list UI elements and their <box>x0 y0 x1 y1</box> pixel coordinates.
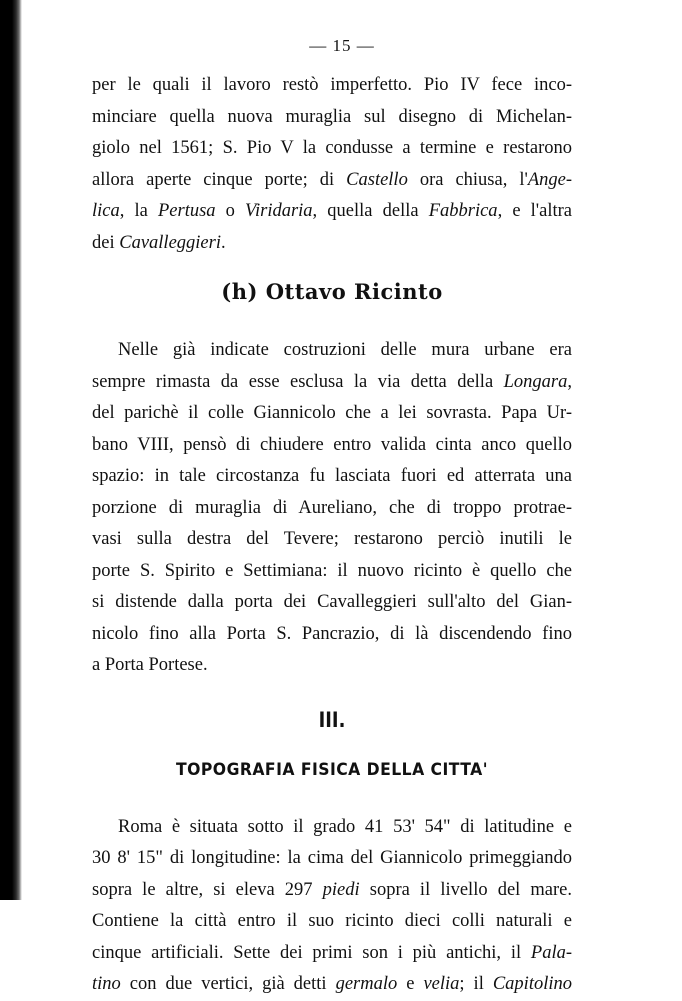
text-segment: sempre rimasta da esse esclusa la via detta della <box>92 371 504 392</box>
text-line <box>92 430 572 462</box>
text-segment: , la <box>119 201 158 221</box>
text-line <box>92 843 572 875</box>
section-title: TOPOGRAFIA FISICA DELLA CITTA' <box>176 759 488 780</box>
text-line <box>92 875 572 907</box>
text-segment: si distende dalla porta dei Cavalleggieri sull'alto del Gian- <box>92 592 572 612</box>
text-line <box>92 165 572 197</box>
italic-term: Viridaria <box>245 201 313 221</box>
text-segment: porzione di muraglia di Aureliano, che di troppo protrae- <box>92 497 572 518</box>
paragraph-ottavo-ricinto <box>92 335 572 682</box>
italic-term: germalo <box>335 974 398 994</box>
italic-term: tino <box>92 974 121 994</box>
text-segment: sopra le altre, si eleva 297 <box>92 879 323 900</box>
text-segment: e <box>397 974 424 994</box>
text-line <box>92 556 572 588</box>
text-line <box>92 938 572 970</box>
text-segment: nicolo fino alla Porta S. Pancrazio, di là discendendo fino <box>92 623 572 644</box>
text-segment: vasi sulla destra del Tevere; restarono perciò inutili le <box>92 529 572 549</box>
text-line <box>92 812 572 844</box>
page <box>92 36 572 1001</box>
subsection-heading: (h) Ottavo Ricinto <box>221 279 443 304</box>
text-segment: per le quali il lavoro restò imperfetto. Pio IV fece inco- <box>92 75 572 95</box>
italic-term: piedi <box>322 879 360 900</box>
text-line <box>92 102 572 134</box>
italic-term: Fabbrica <box>428 201 498 221</box>
book-spine-shadow <box>0 0 22 900</box>
page-number: — 15 — <box>309 36 375 55</box>
italic-term: Capitolino <box>492 974 572 994</box>
text-segment: , <box>567 371 572 392</box>
section-number: III. <box>318 707 346 732</box>
text-segment: . <box>220 232 226 253</box>
text-segment: Roma è situata sotto il grado 41 53' 54" di latitudine e <box>118 816 572 837</box>
text-segment: giolo nel 1561; S. Pio V la condusse a termine e restarono <box>92 138 572 158</box>
text-segment: 30 8' 15" di longitudine: la cima del Giannicolo primeggiando <box>92 848 572 868</box>
text-segment: a Porta Portese. <box>92 655 208 675</box>
italic-term: Pala- <box>530 942 572 963</box>
text-segment: dei <box>92 232 120 253</box>
text-segment: ora chiusa, l' <box>407 169 528 190</box>
text-segment: , e l'altra <box>497 201 572 221</box>
text-line <box>92 335 572 367</box>
text-line <box>92 398 572 430</box>
text-line <box>92 587 572 619</box>
text-line <box>92 70 572 102</box>
text-segment: con due vertici, già detti <box>120 974 336 994</box>
text-line <box>92 969 572 1001</box>
italic-term: Ange- <box>527 169 572 190</box>
text-segment: sopra il livello del mare. <box>359 879 572 900</box>
text-segment: cinque artificiali. Sette dei primi son i più antichi, il <box>92 942 531 963</box>
italic-term: velia <box>423 974 460 994</box>
italic-term: Cavalleggieri <box>119 232 221 253</box>
paragraph-topografia <box>92 812 572 1001</box>
text-line <box>92 619 572 651</box>
text-line <box>92 367 572 399</box>
text-segment: minciare quella nuova muraglia sul disegno di Michelan- <box>92 106 572 127</box>
text-line <box>92 524 572 556</box>
text-segment: porte S. Spirito e Settimiana: il nuovo ricinto è quello che <box>92 560 572 581</box>
text-segment: spazio: in tale circostanza fu lasciata fuori ed atterrata una <box>92 466 572 486</box>
text-segment: ; il <box>459 974 493 994</box>
italic-term: Castello <box>346 169 408 190</box>
italic-term: lica <box>92 201 120 221</box>
paragraph-porte <box>92 70 572 259</box>
italic-term: Pertusa <box>157 201 216 221</box>
text-segment: allora aperte cinque porte; di <box>92 169 347 190</box>
text-line <box>92 650 572 682</box>
text-segment: bano VIII, pensò di chiudere entro valida cinta anco quello <box>92 434 572 455</box>
text-line <box>92 493 572 525</box>
text-line <box>92 228 572 260</box>
text-segment: Contiene la città entro il suo ricinto dieci colli naturali e <box>92 911 572 931</box>
text-line <box>92 196 572 228</box>
text-segment: o <box>215 201 246 221</box>
text-line <box>92 133 572 165</box>
text-line <box>92 461 572 493</box>
text-segment: del parichè il colle Giannicolo che a lei sovrasta. Papa Ur- <box>92 403 572 423</box>
text-segment: , quella della <box>312 201 429 221</box>
text-line <box>92 906 572 938</box>
text-segment: Nelle già indicate costruzioni delle mura urbane era <box>118 340 572 360</box>
italic-term: Longara <box>503 371 568 392</box>
